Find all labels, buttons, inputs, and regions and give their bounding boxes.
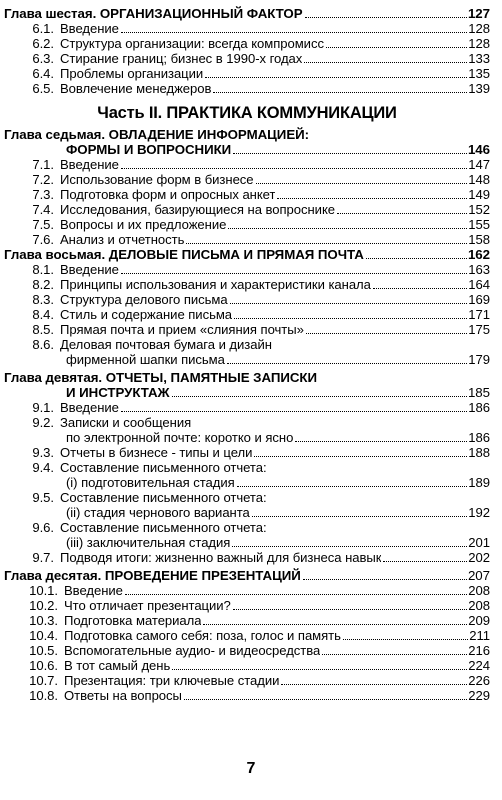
section-number: 9.4. xyxy=(32,460,54,475)
page-number: 208 xyxy=(468,583,490,598)
section-title: Введение xyxy=(64,583,123,598)
toc-entry xyxy=(4,172,490,187)
section-title: Структура делового письма xyxy=(60,292,228,307)
section-number: 7.2. xyxy=(32,172,54,187)
section-number: 8.5. xyxy=(32,322,54,337)
dot-leader xyxy=(121,273,467,274)
section-number: 7.5. xyxy=(32,217,54,232)
dot-leader xyxy=(337,213,467,214)
section-number: 10.6. xyxy=(29,658,58,673)
chapter-9-heading xyxy=(4,370,490,385)
section-number: 9.2. xyxy=(32,415,54,430)
section-title: Введение xyxy=(60,262,119,277)
dot-leader xyxy=(326,47,467,48)
section-number: 6.5. xyxy=(32,81,54,96)
section-number: 9.6. xyxy=(32,520,54,535)
dot-leader xyxy=(303,579,467,580)
toc-entry xyxy=(4,460,490,475)
dot-leader xyxy=(227,363,467,364)
dot-leader xyxy=(277,198,467,199)
toc-entry xyxy=(4,232,490,247)
toc-entry xyxy=(4,658,490,673)
section-title: Презентация: три ключевые стадии xyxy=(64,673,280,688)
dot-leader xyxy=(228,228,467,229)
toc-entry xyxy=(4,21,490,36)
section-title: Вопросы и их предложение xyxy=(60,217,227,232)
page-number: 224 xyxy=(468,658,490,673)
section-number: 10.7. xyxy=(29,673,58,688)
toc-entry xyxy=(4,583,490,598)
toc-entry xyxy=(4,277,490,292)
page-number: 185 xyxy=(467,385,490,400)
page-number: 186 xyxy=(468,430,490,445)
page-number: 216 xyxy=(468,643,490,658)
section-number: 9.3. xyxy=(32,445,54,460)
section-title: Стиль и содержание письма xyxy=(60,307,233,322)
section-title: Структура организации: всегда компромисс xyxy=(60,36,324,51)
toc-entry xyxy=(4,322,490,337)
section-title: Исследования, базирующиеся на вопроснике xyxy=(60,202,336,217)
section-title: Проблемы организации xyxy=(60,66,204,81)
chapter-title: Глава шестая. ОРГАНИЗАЦИОННЫЙ ФАКТОР xyxy=(4,6,303,21)
page-number: 171 xyxy=(468,307,490,322)
section-number: 10.1. xyxy=(29,583,58,598)
page-number: 139 xyxy=(468,81,490,96)
section-number: 9.7. xyxy=(32,550,54,565)
section-number: 9.5. xyxy=(32,490,54,505)
toc-entry xyxy=(4,400,490,415)
toc-entry xyxy=(4,628,490,643)
section-number: 10.2. xyxy=(29,598,58,613)
folio-page-number: 7 xyxy=(246,760,256,777)
chapter-10-heading xyxy=(4,568,490,583)
section-title: Подготовка форм и опросных анкет xyxy=(60,187,276,202)
section-title: (ii) стадия чернового варианта xyxy=(66,505,250,520)
section-number: 8.3. xyxy=(32,292,54,307)
section-title: В тот самый день xyxy=(64,658,171,673)
toc-entry xyxy=(4,51,490,66)
dot-leader xyxy=(237,486,468,487)
dot-leader xyxy=(373,288,467,289)
toc-entry-cont xyxy=(4,505,490,520)
toc-entry xyxy=(4,36,490,51)
dot-leader xyxy=(233,153,467,154)
dot-leader xyxy=(232,546,467,547)
dot-leader xyxy=(233,609,468,610)
page-number: 192 xyxy=(468,505,490,520)
part-heading: Часть II. ПРАКТИКА КОММУНИКАЦИИ xyxy=(97,104,397,122)
dot-leader xyxy=(205,77,467,78)
section-title: Подготовка самого себя: поза, голос и память xyxy=(64,628,341,643)
dot-leader xyxy=(234,318,467,319)
dot-leader xyxy=(343,639,468,640)
page-number: 127 xyxy=(467,6,490,21)
toc-entry xyxy=(4,292,490,307)
page-number: 175 xyxy=(468,322,490,337)
section-number: 7.1. xyxy=(32,157,54,172)
section-title: Прямая почта и прием «слияния почты» xyxy=(60,322,304,337)
page-number: 209 xyxy=(468,613,490,628)
toc-entry xyxy=(4,337,490,352)
section-number: 6.4. xyxy=(32,66,54,81)
toc-entry xyxy=(4,598,490,613)
page-number: 202 xyxy=(468,550,490,565)
section-title: (iii) заключительная стадия xyxy=(66,535,231,550)
chapter-9-heading-cont xyxy=(4,385,490,400)
chapter-title: Глава восьмая. ДЕЛОВЫЕ ПИСЬМА И ПРЯМАЯ ПОЧТА xyxy=(4,247,364,262)
toc-entry xyxy=(4,688,490,703)
dot-leader xyxy=(121,32,467,33)
section-title: Вспомогательные аудио- и видеосредства xyxy=(64,643,321,658)
section-number: 10.3. xyxy=(29,613,58,628)
dot-leader xyxy=(366,258,467,259)
page-number: 155 xyxy=(468,217,490,232)
page-number: 229 xyxy=(468,688,490,703)
toc-entry xyxy=(4,415,490,430)
toc-entry xyxy=(4,445,490,460)
section-title: Составление письменного отчета: xyxy=(60,460,267,475)
page-number: 149 xyxy=(468,187,490,202)
section-title: (i) подготовительная стадия xyxy=(66,475,235,490)
dot-leader xyxy=(281,684,467,685)
section-number: 7.3. xyxy=(32,187,54,202)
section-title: Деловая почтовая бумага и дизайн xyxy=(60,337,272,352)
toc-entry xyxy=(4,81,490,96)
dot-leader xyxy=(295,441,467,442)
section-title: Записки и сообщения xyxy=(60,415,192,430)
dot-leader xyxy=(186,243,467,244)
section-title: фирменной шапки письма xyxy=(66,352,225,367)
section-title: Введение xyxy=(60,400,119,415)
toc-entry-cont xyxy=(4,475,490,490)
section-title: Подготовка материала xyxy=(64,613,202,628)
section-title: Отчеты в бизнесе - типы и цели xyxy=(60,445,253,460)
page-number: 133 xyxy=(468,51,490,66)
section-number: 9.1. xyxy=(32,400,54,415)
dot-leader xyxy=(172,396,467,397)
page-number: 208 xyxy=(468,598,490,613)
dot-leader xyxy=(203,624,467,625)
dot-leader xyxy=(304,62,467,63)
dot-leader xyxy=(306,333,467,334)
toc-entry xyxy=(4,673,490,688)
chapter-7-heading-cont xyxy=(4,142,490,157)
page-number: 128 xyxy=(468,36,490,51)
page-number: 128 xyxy=(468,21,490,36)
chapter-8-heading xyxy=(4,247,490,262)
section-number: 7.6. xyxy=(32,232,54,247)
section-title: Введение xyxy=(60,21,119,36)
page-number: 188 xyxy=(468,445,490,460)
page-number: 164 xyxy=(468,277,490,292)
section-title: Вовлечение менеджеров xyxy=(60,81,212,96)
page-number: 146 xyxy=(467,142,490,157)
dot-leader xyxy=(252,516,468,517)
dot-leader xyxy=(121,168,467,169)
toc-entry xyxy=(4,307,490,322)
section-title: Введение xyxy=(60,157,119,172)
page-number: 226 xyxy=(468,673,490,688)
chapter-title: ФОРМЫ И ВОПРОСНИКИ xyxy=(66,142,232,157)
chapter-title: Глава десятая. ПРОВЕДЕНИЕ ПРЕЗЕНТАЦИЙ xyxy=(4,568,301,583)
dot-leader xyxy=(213,92,467,93)
page-number: 201 xyxy=(468,535,490,550)
section-number: 8.6. xyxy=(32,337,54,352)
page-number: 152 xyxy=(468,202,490,217)
toc-entry xyxy=(4,643,490,658)
section-title: Использование форм в бизнесе xyxy=(60,172,254,187)
page-number: 189 xyxy=(468,475,490,490)
section-number: 7.4. xyxy=(32,202,54,217)
chapter-title: Глава девятая. ОТЧЕТЫ, ПАМЯТНЫЕ ЗАПИСКИ xyxy=(4,370,317,385)
dot-leader xyxy=(256,183,468,184)
toc-entry-cont xyxy=(4,430,490,445)
section-number: 8.1. xyxy=(32,262,54,277)
dot-leader xyxy=(322,654,467,655)
toc-entry xyxy=(4,613,490,628)
toc-entry xyxy=(4,202,490,217)
page-number: 207 xyxy=(467,568,490,583)
dot-leader xyxy=(184,699,467,700)
toc-entry-cont xyxy=(4,352,490,367)
page-number: 163 xyxy=(468,262,490,277)
section-number: 6.2. xyxy=(32,36,54,51)
chapter-6-heading xyxy=(4,6,490,21)
section-number: 6.1. xyxy=(32,21,54,36)
section-title: Анализ и отчетность xyxy=(60,232,185,247)
dot-leader xyxy=(125,594,467,595)
dot-leader xyxy=(121,411,467,412)
page-number: 147 xyxy=(468,157,490,172)
section-title: Составление письменного отчета: xyxy=(60,520,267,535)
toc-entry-cont xyxy=(4,535,490,550)
dot-leader xyxy=(383,561,467,562)
toc-entry xyxy=(4,520,490,535)
toc-entry xyxy=(4,550,490,565)
section-title: Составление письменного отчета: xyxy=(60,490,267,505)
dot-leader xyxy=(172,669,467,670)
section-title: Что отличает презентации? xyxy=(64,598,231,613)
page-number: 158 xyxy=(468,232,490,247)
section-number: 10.8. xyxy=(29,688,58,703)
section-title: Подводя итоги: жизненно важный для бизнеса навык xyxy=(60,550,382,565)
page-number: 135 xyxy=(468,66,490,81)
toc-entry xyxy=(4,490,490,505)
section-title: Ответы на вопросы xyxy=(64,688,182,703)
section-title: Принципы использования и характеристики канала xyxy=(60,277,371,292)
dot-leader xyxy=(230,303,468,304)
section-number: 8.2. xyxy=(32,277,54,292)
toc-entry xyxy=(4,66,490,81)
page-number: 169 xyxy=(468,292,490,307)
dot-leader xyxy=(305,17,467,18)
toc-entry xyxy=(4,157,490,172)
section-title: Стирание границ; бизнес в 1990-х годах xyxy=(60,51,303,66)
chapter-7-heading xyxy=(4,127,490,142)
section-title: по электронной почте: коротко и ясно xyxy=(66,430,294,445)
toc-entry xyxy=(4,187,490,202)
section-number: 8.4. xyxy=(32,307,54,322)
page-number: 162 xyxy=(467,247,490,262)
page-number: 179 xyxy=(468,352,490,367)
chapter-title: Глава седьмая. ОВЛАДЕНИЕ ИНФОРМАЦИЕЙ: xyxy=(4,127,310,142)
section-number: 10.5. xyxy=(29,643,58,658)
section-number: 6.3. xyxy=(32,51,54,66)
section-number: 10.4. xyxy=(29,628,58,643)
page-number: 148 xyxy=(468,172,490,187)
page-number: 186 xyxy=(468,400,490,415)
toc-entry xyxy=(4,262,490,277)
chapter-title: И ИНСТРУКТАЖ xyxy=(66,385,170,400)
toc-entry xyxy=(4,217,490,232)
page-number: 211 xyxy=(469,628,490,643)
dot-leader xyxy=(254,456,467,457)
